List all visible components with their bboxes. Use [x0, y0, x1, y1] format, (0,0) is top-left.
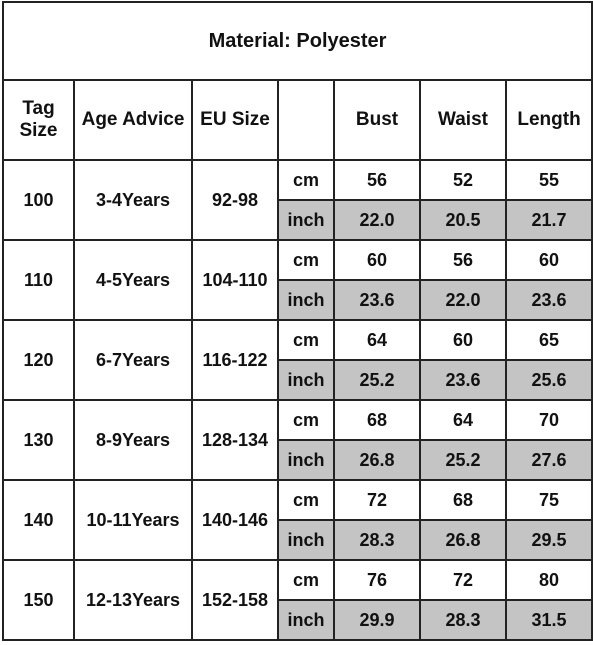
eu-size-cell: 92-98 — [192, 160, 278, 240]
tag-size-cell: 120 — [3, 320, 74, 400]
unit-cm-cell: cm — [278, 320, 334, 360]
age-advice-cell: 3-4Years — [74, 160, 192, 240]
unit-inch-cell: inch — [278, 360, 334, 400]
age-advice-cell: 4-5Years — [74, 240, 192, 320]
table-row — [3, 320, 592, 360]
bust-cm-cell: 60 — [334, 240, 420, 280]
waist-inch-cell: 28.3 — [420, 600, 506, 640]
length-cm-cell: 55 — [506, 160, 592, 200]
length-cm-cell: 65 — [506, 320, 592, 360]
unit-inch-cell: inch — [278, 600, 334, 640]
unit-cm-cell: cm — [278, 560, 334, 600]
bust-inch-cell: 29.9 — [334, 600, 420, 640]
waist-inch-cell: 20.5 — [420, 200, 506, 240]
length-cm-cell: 60 — [506, 240, 592, 280]
length-inch-cell: 27.6 — [506, 440, 592, 480]
header-bust: Bust — [334, 80, 420, 160]
length-inch-cell: 23.6 — [506, 280, 592, 320]
bust-cm-cell: 64 — [334, 320, 420, 360]
unit-cm-cell: cm — [278, 160, 334, 200]
age-advice-cell: 8-9Years — [74, 400, 192, 480]
unit-cm-cell: cm — [278, 480, 334, 520]
unit-inch-cell: inch — [278, 280, 334, 320]
header-tag-size: Tag Size — [3, 80, 74, 160]
size-table — [2, 1, 593, 641]
bust-inch-cell: 22.0 — [334, 200, 420, 240]
waist-cm-cell: 64 — [420, 400, 506, 440]
bust-cm-cell: 76 — [334, 560, 420, 600]
bust-inch-cell: 28.3 — [334, 520, 420, 560]
length-cm-cell: 70 — [506, 400, 592, 440]
tag-size-cell: 140 — [3, 480, 74, 560]
header-age-advice: Age Advice — [74, 80, 192, 160]
bust-inch-cell: 26.8 — [334, 440, 420, 480]
unit-inch-cell: inch — [278, 520, 334, 560]
waist-inch-cell: 26.8 — [420, 520, 506, 560]
table-title: Material: Polyester — [3, 2, 592, 80]
header-eu-size: EU Size — [192, 80, 278, 160]
bust-inch-cell: 25.2 — [334, 360, 420, 400]
header-unit — [278, 80, 334, 160]
waist-inch-cell: 25.2 — [420, 440, 506, 480]
title-row — [3, 2, 592, 80]
waist-cm-cell: 52 — [420, 160, 506, 200]
table-row — [3, 480, 592, 520]
waist-inch-cell: 22.0 — [420, 280, 506, 320]
tag-size-cell: 150 — [3, 560, 74, 640]
waist-cm-cell: 56 — [420, 240, 506, 280]
bust-inch-cell: 23.6 — [334, 280, 420, 320]
unit-inch-cell: inch — [278, 200, 334, 240]
age-advice-cell: 10-11Years — [74, 480, 192, 560]
header-row — [3, 80, 592, 160]
waist-cm-cell: 60 — [420, 320, 506, 360]
tag-size-cell: 130 — [3, 400, 74, 480]
tag-size-cell: 100 — [3, 160, 74, 240]
table-body — [3, 2, 592, 640]
age-advice-cell: 12-13Years — [74, 560, 192, 640]
table-row — [3, 240, 592, 280]
eu-size-cell: 152-158 — [192, 560, 278, 640]
header-waist: Waist — [420, 80, 506, 160]
length-inch-cell: 25.6 — [506, 360, 592, 400]
header-length: Length — [506, 80, 592, 160]
length-inch-cell: 31.5 — [506, 600, 592, 640]
eu-size-cell: 128-134 — [192, 400, 278, 480]
age-advice-cell: 6-7Years — [74, 320, 192, 400]
length-cm-cell: 75 — [506, 480, 592, 520]
length-inch-cell: 21.7 — [506, 200, 592, 240]
waist-cm-cell: 68 — [420, 480, 506, 520]
unit-cm-cell: cm — [278, 240, 334, 280]
eu-size-cell: 140-146 — [192, 480, 278, 560]
length-inch-cell: 29.5 — [506, 520, 592, 560]
bust-cm-cell: 68 — [334, 400, 420, 440]
table-row — [3, 560, 592, 600]
eu-size-cell: 116-122 — [192, 320, 278, 400]
unit-cm-cell: cm — [278, 400, 334, 440]
bust-cm-cell: 72 — [334, 480, 420, 520]
waist-cm-cell: 72 — [420, 560, 506, 600]
eu-size-cell: 104-110 — [192, 240, 278, 320]
length-cm-cell: 80 — [506, 560, 592, 600]
size-chart — [0, 1, 593, 645]
tag-size-cell: 110 — [3, 240, 74, 320]
unit-inch-cell: inch — [278, 440, 334, 480]
waist-inch-cell: 23.6 — [420, 360, 506, 400]
bust-cm-cell: 56 — [334, 160, 420, 200]
table-row — [3, 160, 592, 200]
table-row — [3, 400, 592, 440]
